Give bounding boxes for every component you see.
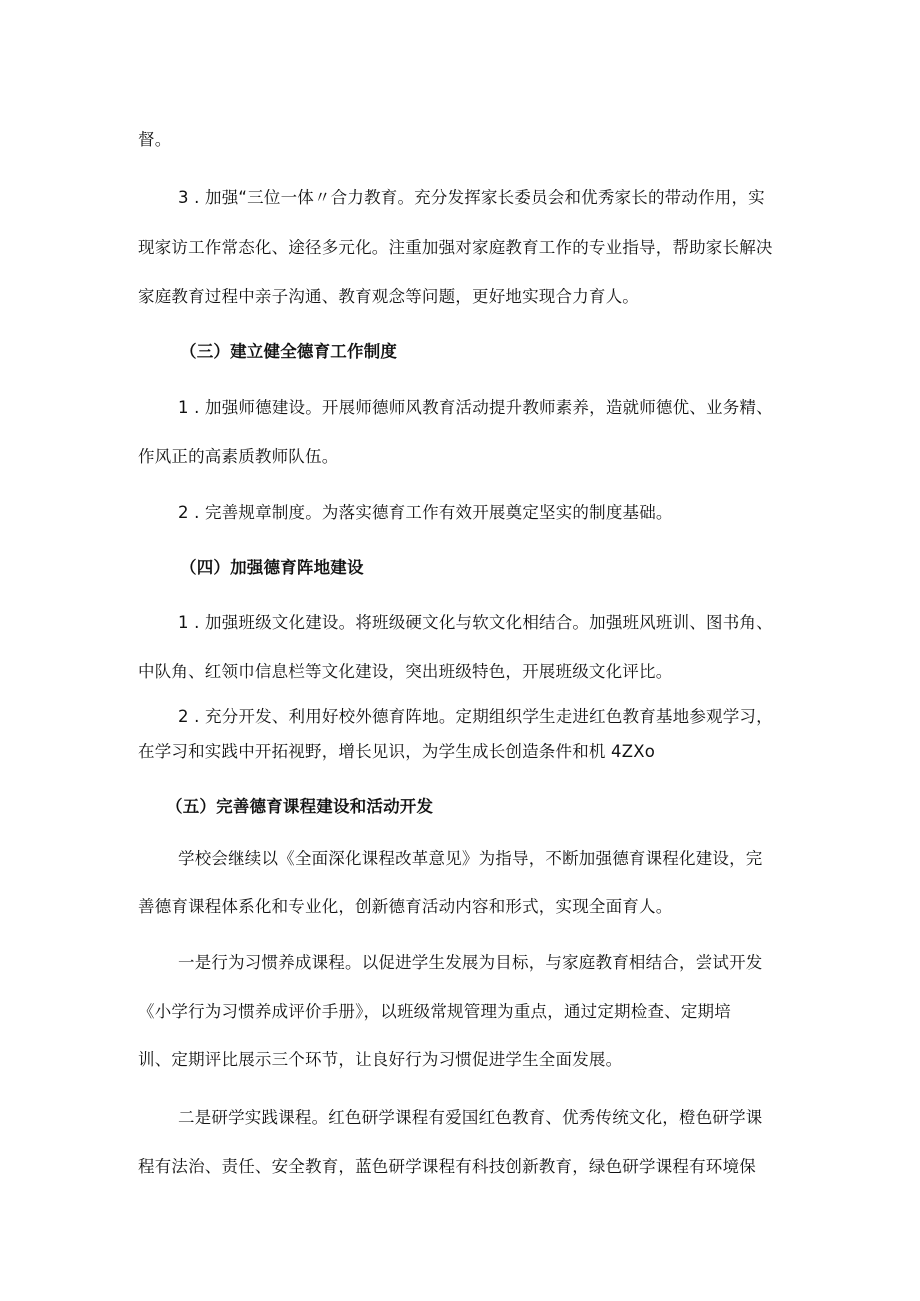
text-line: 1 . 加强班级文化建设。将班级硬文化与软文化相结合。加强班风班训、图书角、 [178,613,773,632]
text-line: 二是研学实践课程。红色研学课程有爱国红色教育、优秀传统文化，橙色研学课 [178,1108,763,1127]
text-line: 3 . 加强“三位一体〃合力教育。充分发挥家长委员会和优秀家长的带动作用，实 [178,188,765,207]
text-line: 在学习和实践中开拓视野，增长见识，为学生成长创造条件和机 4ZXo [138,742,656,761]
text-line: 2 . 充分开发、利用好校外德育阵地。定期组织学生走进红色教育基地参观学习， [178,707,773,726]
text-line: 家庭教育过程中亲子沟通、教育观念等问题，更好地实现合力育人。 [138,287,639,306]
text-line: 现家访工作常态化、途径多元化。注重加强对家庭教育工作的专业指导，帮助家长解决 [138,238,773,257]
text-line: 《小学行为习惯养成评价手册》，以班级常规管理为重点，通过定期检查、定期培 [138,1002,731,1021]
text-line: 训、定期评比展示三个环节，让良好行为习惯促进学生全面发展。 [138,1050,623,1069]
text-line: 一是行为习惯养成课程。以促进学生发展为目标，与家庭教育相结合，尝试开发 [178,953,763,972]
text-line: 善德育课程体系化和专业化，创新德育活动内容和形式，实现全面育人。 [138,897,673,916]
section-heading: （四）加强德育阵地建设 [180,558,364,577]
text-line: 作风正的高素质教师队伍。 [138,447,339,466]
text-line: 督。 [138,130,172,149]
section-heading: （三）建立健全德育工作制度 [180,342,398,361]
text-line: 1 . 加强师德建设。开展师德师风教育活动提升教师素养，造就师德优、业务精、 [178,398,773,417]
text-line: 学校会继续以《全面深化课程改革意见》为指导，不断加强德育课程化建设，完 [178,849,763,868]
text-line: 中队角、红领巾信息栏等文化建设，突出班级特色，开展班级文化评比。 [138,662,673,681]
text-line: 2 . 完善规章制度。为落实德育工作有效开展奠定坚实的制度基础。 [178,503,673,522]
section-heading: （五）完善德育课程建设和活动开发 [166,797,434,816]
text-line: 程有法治、责任、安全教育，蓝色研学课程有科技创新教育，绿色研学课程有环境保 [138,1157,756,1176]
